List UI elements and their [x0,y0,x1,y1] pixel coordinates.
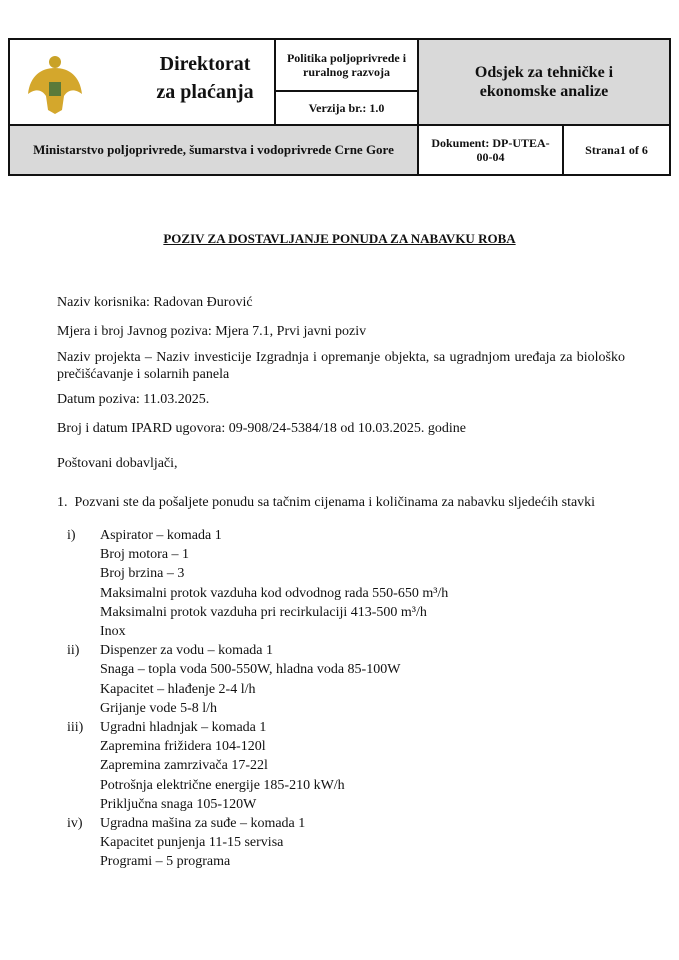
coat-of-arms-logo [26,54,84,116]
item-spec: Programi – 5 programa [100,854,231,870]
item-spec: Maksimalni protok vazduha pri recirkulaciji 413-500 m³/h [100,604,427,620]
item-label: iv) [67,816,83,831]
item-label: ii) [67,643,80,659]
field-date: Datum poziva: 11.03.2025. [57,392,210,407]
org-name-line1: Direktorat [159,53,251,75]
item-title: Ugradna mašina za suđe – komada 1 [100,816,306,831]
intro-paragraph: 1. Pozvani ste da pošaljete ponudu sa tačnim cijenama i količinama za nabavku sljedećih stavki [57,495,596,510]
item-spec: Priključna snaga 105-120W [100,796,257,812]
field-measure: Mjera i broj Javnog poziva: Mjera 7.1, Prvi javni poziv [57,324,367,339]
item-spec: Kapacitet punjenja 11-15 servisa [100,835,284,851]
item-title: Ugradni hladnjak – komada 1 [100,720,267,735]
item-spec: Zapremina frižidera 104-120l [100,739,266,755]
version-cell: Verzija br.: 1.0 [276,92,419,126]
item-spec: Zapremina zamrzivača 17-22l [100,758,268,774]
item-spec: Potrošnja električne energije 185-210 kW/h [100,777,345,793]
org-name-line2: za plaćanja [156,81,254,103]
field-project: Naziv projekta – Naziv investicije Izgradnja i opremanje objekta, sa ugradnjom uređaja za biološko prečišćavanje i solarnih panela [57,350,625,382]
item-spec: Maksimalni protok vazduha kod odvodnog rada 550-650 m³/h [100,585,449,601]
item-label: iii) [67,720,84,735]
item-spec: Kapacitet – hlađenje 2-4 l/h [100,681,256,697]
ministry-cell: Ministarstvo poljoprivrede, šumarstva i vodoprivrede Crne Gore [10,126,419,174]
item-title: Dispenzer za vodu – komada 1 [100,643,273,659]
item-spec: Broj brzina – 3 [100,566,185,582]
item-label: i) [67,528,76,543]
department-cell: Odsjek za tehničke i ekonomske analize [419,40,669,126]
item-spec: Grijanje vode 5-8 l/h [100,700,218,716]
greeting: Poštovani dobavljači, [57,456,178,471]
item-title: Aspirator – komada 1 [100,528,222,543]
document-header-table [8,38,671,176]
item-spec: Broj motora – 1 [100,547,190,563]
item-spec: Inox [100,624,126,639]
item-spec: Snaga – topla voda 500-550W, hladna voda 85-100W [100,662,401,678]
document-id-cell: Dokument: DP-UTEA-00-04 [419,126,564,174]
field-contract: Broj i datum IPARD ugovora: 09-908/24-5384/18 od 10.03.2025. godine [57,421,466,436]
page-number-cell: Strana1 of 6 [585,142,648,157]
header-org-cell [10,40,276,126]
policy-cell: Politika poljoprivrede i ruralnog razvoja [276,40,419,92]
document-title: POZIV ZA DOSTAVLJANJE PONUDA ZA NABAVKU ROBA [163,231,516,246]
field-beneficiary: Naziv korisnika: Radovan Đurović [57,295,253,310]
